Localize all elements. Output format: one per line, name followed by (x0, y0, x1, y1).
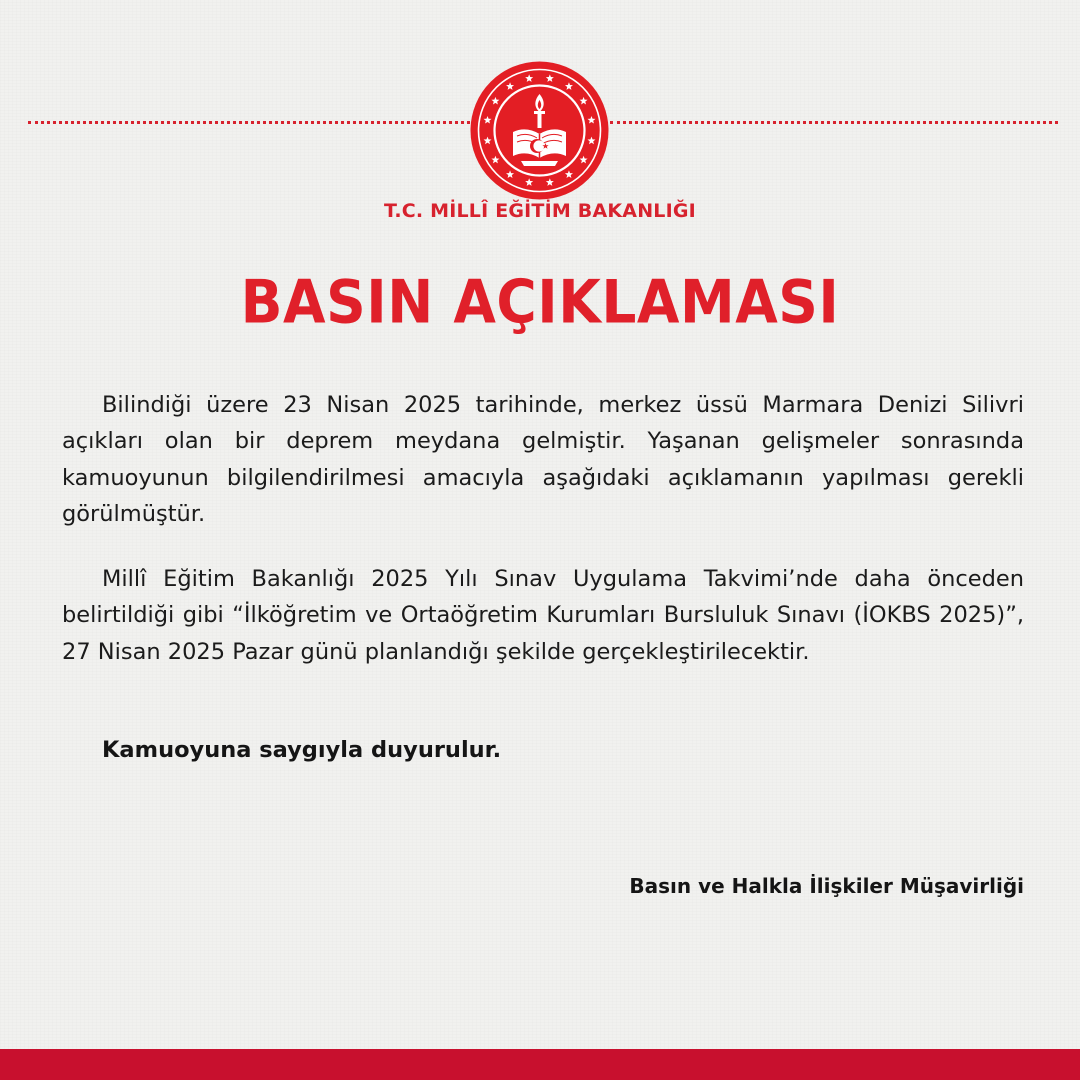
decorative-dotted-rule-right (610, 121, 1058, 124)
footer-red-bar (0, 1049, 1080, 1080)
ministry-name: T.C. MİLLÎ EĞİTİM BAKANLIĞI (384, 200, 696, 222)
decorative-dotted-rule-left (28, 121, 470, 124)
paragraph-earthquake-notice: Bilindiği üzere 23 Nisan 2025 tarihinde, merkez üssü Marmara Denizi Silivri açıkları olan bir deprem meydana gelmiştir. Yaşanan gelişmeler sonrasında kamuoyunun bilgilendirilmesi amacıyla aşağıdaki açıklamanın yapılması gerekli görülmüştür. (62, 392, 1024, 528)
paragraph-exam-schedule: Millî Eğitim Bakanlığı 2025 Yılı Sınav Uygulama Takvimi’nde daha önceden belirtildiği gibi “İlköğretim ve Ortaöğretim Kurumları Bursluluk Sınavı (İOKBS 2025)”, 27 Nisan 2025 Pazar günü planlandığı şekilde gerçekleştirilecektir. (62, 566, 1024, 665)
signature-office: Basın ve Halkla İlişkiler Müşavirliği (629, 874, 1024, 898)
closing-statement: Kamuoyuna saygıyla duyurulur. (102, 737, 502, 763)
page-title: BASIN AÇIKLAMASI (240, 267, 840, 337)
meb-emblem-icon (469, 60, 610, 201)
